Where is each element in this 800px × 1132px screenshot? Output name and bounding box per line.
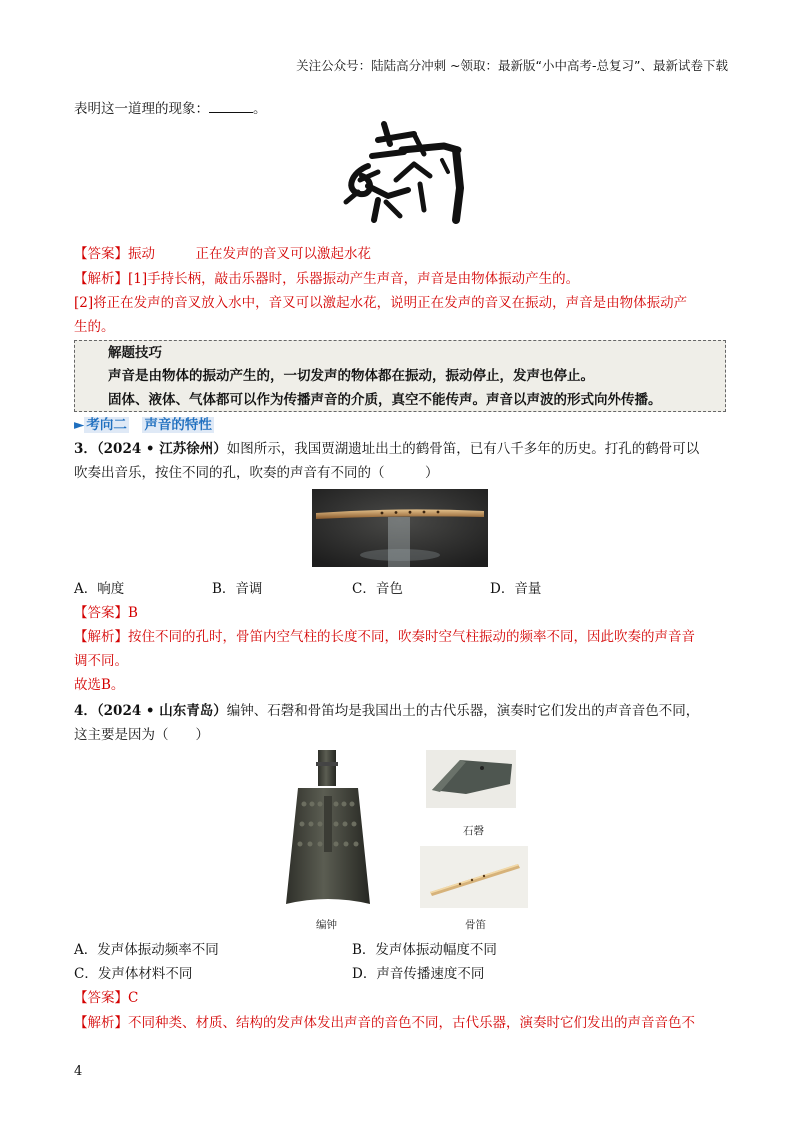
tips-line: 声音是由物体的振动产生的，一切发声的物体都在振动，振动停止，发声也停止。 [108, 368, 594, 384]
answer-label: 【答案】 [74, 990, 128, 1006]
option-c: C．音色 [352, 581, 403, 597]
option-b: B．音调 [212, 581, 263, 597]
option-d: D．声音传播速度不同 [352, 966, 485, 982]
analysis-label: 【解析】 [74, 1015, 128, 1031]
analysis-text: 按住不同的孔时，骨笛内空气柱的长度不同，吹奏时空气柱振动的频率不同，因此吹奏的声音音 [128, 629, 695, 645]
q3-line: 吹奏出音乐，按住不同的孔，吹奏的声音有不同的（ ） [74, 465, 439, 481]
option-a: A．发声体振动频率不同 [74, 942, 219, 958]
answer-label: 【答案】 [74, 605, 128, 621]
q4-number: 4． [74, 703, 97, 719]
caption-shiqing: 石磬 [463, 825, 484, 837]
answer-line [74, 989, 138, 1007]
answer-text: 振动 正在发声的音叉可以激起水花 [128, 246, 371, 262]
answer-text: B [128, 605, 138, 621]
bone-flute-photo [312, 489, 488, 567]
calligraphy-glyph-image [338, 120, 468, 232]
q4-text: 编钟、石磬和骨笛均是我国出土的古代乐器，演奏时它们发出的声音音色不同， [226, 703, 700, 719]
caption-gudi: 骨笛 [465, 919, 486, 931]
q3-number: 3． [74, 441, 97, 457]
caption-bianzhong: 编钟 [316, 919, 337, 931]
analysis-line [74, 1014, 695, 1032]
q3-source: （2024 • 江苏徐州） [96, 441, 227, 457]
section-arrow-icon: ► [74, 417, 85, 433]
question-text: 表明这一道理的现象： [74, 101, 209, 117]
shiqing-photo [426, 750, 516, 808]
answer-blank [209, 98, 253, 113]
header-note: 关注公众号：陆陆高分冲刺 ~领取：最新版“小中高考-总复习”、最新试卷下载 [296, 58, 728, 73]
answer-label: 【答案】 [74, 246, 128, 262]
analysis-line [74, 270, 579, 288]
tips-title: 解题技巧 [108, 345, 162, 361]
analysis-line: 生的。 [74, 319, 115, 335]
section-heading [74, 416, 214, 434]
section-title: 声音的特性 [144, 417, 212, 433]
q4-line: 这主要是因为（ ） [74, 727, 209, 743]
q4-source: （2024 • 山东青岛） [96, 703, 227, 719]
option-a: A．响度 [74, 581, 125, 597]
q3-text: 如图所示，我国贾湖遗址出土的鹤骨笛，已有八千多年的历史。打孔的鹤骨可以 [226, 441, 700, 457]
q3-line [74, 440, 699, 458]
option-d: D．音量 [490, 581, 542, 597]
section-label: 考向二 [86, 417, 127, 433]
page-number: 4 [74, 1064, 83, 1079]
tips-line: 固体、液体、气体都可以作为传播声音的介质，真空不能传声。声音以声波的形式向外传播。 [108, 392, 662, 408]
analysis-text: 不同种类、材质、结构的发声体发出声音的音色不同，古代乐器，演奏时它们发出的声音音色不 [128, 1015, 695, 1031]
analysis-line [74, 628, 695, 646]
answer-text: C [128, 990, 139, 1006]
analysis-text: [1]手持长柄，敲击乐器时，乐器振动产生声音，声音是由物体振动产生的。 [128, 271, 580, 287]
analysis-line: [2]将正在发声的音叉放入水中，音叉可以激起水花，说明正在发声的音叉在振动，声音是由物体振动产 [74, 295, 688, 311]
answer-line [74, 604, 138, 622]
analysis-line: 调不同。 [74, 653, 128, 669]
option-b: B．发声体振动幅度不同 [352, 942, 497, 958]
gudi-photo [420, 846, 528, 908]
answer-line [74, 245, 371, 263]
analysis-label: 【解析】 [74, 629, 128, 645]
option-c: C．发声体材料不同 [74, 966, 193, 982]
q4-line [74, 702, 699, 720]
conclusion-line: 故选B。 [74, 677, 125, 693]
analysis-label: 【解析】 [74, 271, 128, 287]
bianzhong-photo [280, 748, 376, 908]
question-line: 表明这一道理的现象： 。 [74, 98, 267, 118]
